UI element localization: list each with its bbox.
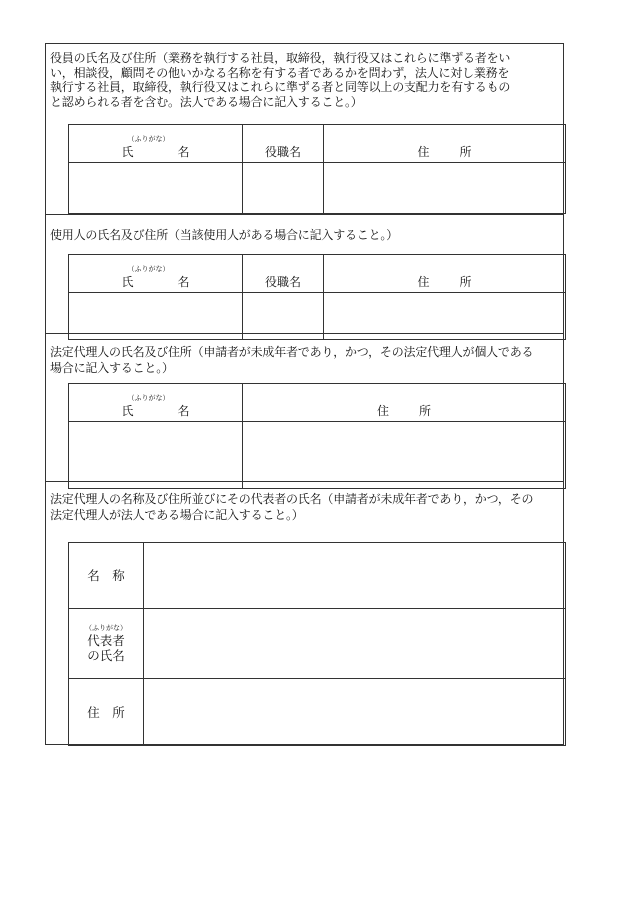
address-header xyxy=(324,125,566,163)
representative-label xyxy=(69,609,144,679)
address-header-1: 住 xyxy=(417,275,430,289)
corp-name-label: 名 称 xyxy=(69,543,144,609)
title-line: 場合に記入すること。） xyxy=(50,361,174,375)
representative-label-2: の氏名 xyxy=(87,648,125,663)
position-header: 役職名 xyxy=(243,125,324,163)
title-line: 法定代理人の氏名及び住所（申請者が未成年者であり，かつ，その法定代理人が個人である xyxy=(50,345,534,359)
representative-cell[interactable] xyxy=(144,609,566,679)
name-header xyxy=(69,125,243,163)
position-header: 役職名 xyxy=(243,255,324,293)
address-header-2: 所 xyxy=(459,275,472,289)
corp-name-cell[interactable] xyxy=(144,543,566,609)
title-line: 使用人の氏名及び住所（当該使用人がある場合に記入すること。） xyxy=(50,228,399,242)
employees-table xyxy=(68,254,566,340)
title-line: と認められる者を含む。法人である場合に記入すること。） xyxy=(50,94,363,109)
entry-row xyxy=(69,163,566,214)
entry-row xyxy=(69,293,566,340)
form-frame xyxy=(45,43,564,745)
name-header-1: 氏 xyxy=(121,275,134,289)
position-cell[interactable] xyxy=(243,163,324,214)
header-row xyxy=(69,384,566,422)
section-legal-rep-individual xyxy=(46,334,563,482)
section-officers xyxy=(46,44,563,215)
legal-rep-individual-table xyxy=(68,383,566,489)
furigana-label: （ふりがな） xyxy=(127,135,170,143)
section-legal-rep-corporate xyxy=(46,482,563,745)
name-header xyxy=(69,255,243,293)
name-header-2: 名 xyxy=(177,145,190,159)
furigana-label: （ふりがな） xyxy=(127,265,170,273)
title-line: い，相談役，顧問その他いかなる名称を有する者であるかを問わず，法人に対し業務を xyxy=(50,65,510,80)
address-header-1: 住 xyxy=(417,145,430,159)
name-header-1: 氏 xyxy=(121,404,134,418)
address-cell[interactable] xyxy=(324,163,566,214)
corp-address-label: 住 所 xyxy=(69,679,144,746)
furigana-label: （ふりがな） xyxy=(85,624,127,632)
address-header-2: 所 xyxy=(419,404,432,418)
entry-row xyxy=(69,422,566,489)
title-line: 法定代理人が法人である場合に記入すること。） xyxy=(50,508,304,522)
address-header-2: 所 xyxy=(459,145,472,159)
section-legal-rep-corporate-title xyxy=(50,491,561,523)
header-row xyxy=(69,125,566,163)
name-cell[interactable] xyxy=(69,293,243,340)
title-line: 役員の氏名及び住所（業務を執行する社員，取締役，執行役又はこれらに準ずる者をい xyxy=(50,51,511,65)
corp-address-row xyxy=(69,679,566,746)
name-header xyxy=(69,384,243,422)
furigana-label: （ふりがな） xyxy=(127,394,170,402)
legal-rep-corporate-table xyxy=(68,542,566,746)
position-cell[interactable] xyxy=(243,293,324,340)
name-header-1: 氏 xyxy=(121,145,134,159)
name-cell[interactable] xyxy=(69,163,243,214)
title-line: 法定代理人の名称及び住所並びにその代表者の氏名（申請者が未成年者であり，かつ，その xyxy=(50,492,534,506)
section-officers-title xyxy=(50,51,561,109)
representative-label-1: 代表者 xyxy=(87,633,125,648)
name-cell[interactable] xyxy=(69,422,243,489)
officers-table xyxy=(68,124,566,214)
section-employees-title xyxy=(50,228,561,243)
corp-address-cell[interactable] xyxy=(144,679,566,746)
address-cell[interactable] xyxy=(243,422,566,489)
corp-name-row xyxy=(69,543,566,609)
representative-row xyxy=(69,609,566,679)
header-row xyxy=(69,255,566,293)
name-header-2: 名 xyxy=(177,275,190,289)
section-legal-rep-individual-title xyxy=(50,344,561,376)
section-employees xyxy=(46,215,563,334)
address-cell[interactable] xyxy=(324,293,566,340)
address-header xyxy=(243,384,566,422)
title-line: 執行する社員，取締役，執行役又はこれらに準ずる者と同等以上の支配力を有するもの xyxy=(50,80,511,94)
address-header xyxy=(324,255,566,293)
address-header-1: 住 xyxy=(376,404,389,418)
name-header-2: 名 xyxy=(177,404,190,418)
